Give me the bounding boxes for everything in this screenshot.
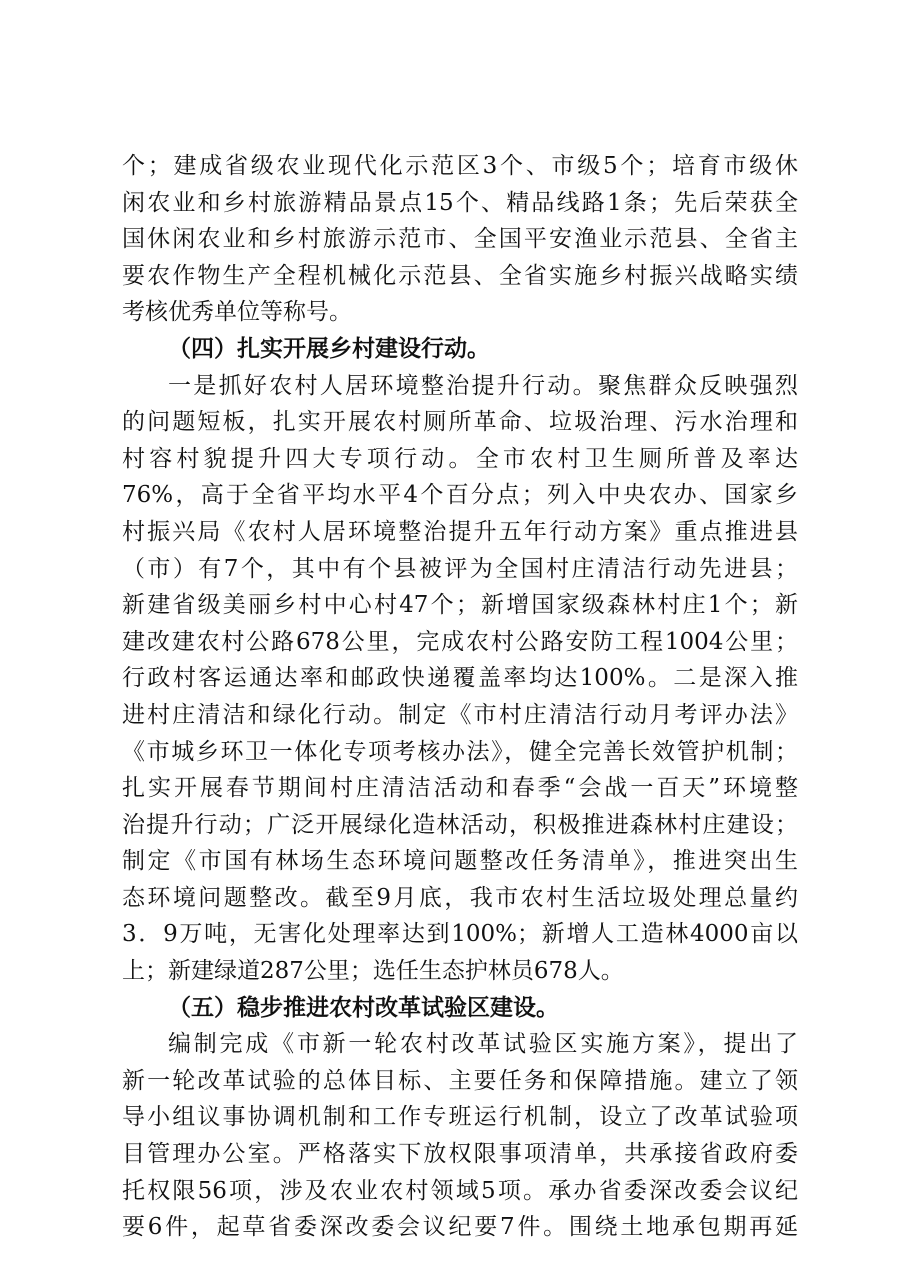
text-line: 新一轮改革试验的总体目标、主要任务和保障措施。建立了领	[122, 1067, 798, 1094]
text-line: 行政村客运通达率和邮政快递覆盖率均达100%。二是深入推	[122, 665, 798, 692]
text-line: 新建省级美丽乡村中心村47个；新增国家级森林村庄1个；新	[122, 592, 798, 619]
text-line: 考核优秀单位等称号。	[122, 299, 352, 326]
text-line: 的问题短板，扎实开展农村厕所革命、垃圾治理、污水治理和	[122, 409, 798, 436]
text-line: 村振兴局《农村人居环境整治提升五年行动方案》重点推进县	[122, 518, 798, 545]
text-line: 《市城乡环卫一体化专项考核办法》，健全完善长效管护机制；	[122, 738, 798, 765]
body-text	[122, 148, 798, 1246]
text-line: 要农作物生产全程机械化示范县、全省实施乡村振兴战略实绩	[122, 262, 798, 289]
text-line: 3．9万吨，无害化处理率达到100%；新增人工造林4000亩以	[122, 921, 798, 948]
text-line: 托权限56项，涉及农业农村领域5项。承办省委深改委会议纪	[122, 1177, 798, 1204]
text-line: 一是抓好农村人居环境整治提升行动。聚焦群众反映强烈	[168, 372, 798, 399]
text-line: 闲农业和乡村旅游精品景点15个、精品线路1条；先后荣获全	[122, 189, 798, 216]
text-line: 态环境问题整改。截至9月底，我市农村生活垃圾处理总量约	[122, 884, 798, 911]
text-line: 要6件，起草省委深改委会议纪要7件。围绕土地承包期再延	[122, 1214, 798, 1241]
text-line: 进村庄清洁和绿化行动。制定《市村庄清洁行动月考评办法》	[122, 701, 798, 728]
text-line: 国休闲农业和乡村旅游示范市、全国平安渔业示范县、全省主	[122, 226, 798, 253]
text-line: 个；建成省级农业现代化示范区3个、市级5个；培育市级休	[122, 153, 798, 179]
section-heading: （五）稳步推进农村改革试验区建设。	[168, 993, 559, 1021]
text-line: 建改建农村公路678公里，完成农村公路安防工程1004公里；	[122, 628, 798, 655]
text-line: 导小组议事协调机制和工作专班运行机制，设立了改革试验项	[122, 1104, 798, 1131]
text-line: 目管理办公室。严格落实下放权限事项清单，共承接省政府委	[122, 1141, 798, 1168]
text-line: （市）有7个，其中有个县被评为全国村庄清洁行动先进县；	[122, 555, 798, 582]
text-line: 编制完成《市新一轮农村改革试验区实施方案》，提出了	[168, 1031, 798, 1058]
text-line: 上；新建绿道287公里；选任生态护林员678人。	[122, 958, 624, 985]
text-line: 制定《市国有林场生态环境问题整改任务清单》，推进突出生	[122, 848, 798, 875]
text-line: 治提升行动；广泛开展绿化造林活动，积极推进森林村庄建设；	[122, 811, 798, 838]
text-line: 扎实开展春节期间村庄清洁活动和春季“会战一百天”环境整	[122, 775, 798, 802]
section-heading: （四）扎实开展乡村建设行动。	[168, 334, 490, 362]
text-line: 76%，高于全省平均水平4个百分点；列入中央农办、国家乡	[122, 482, 798, 509]
text-line: 村容村貌提升四大专项行动。全市农村卫生厕所普及率达	[122, 445, 798, 472]
